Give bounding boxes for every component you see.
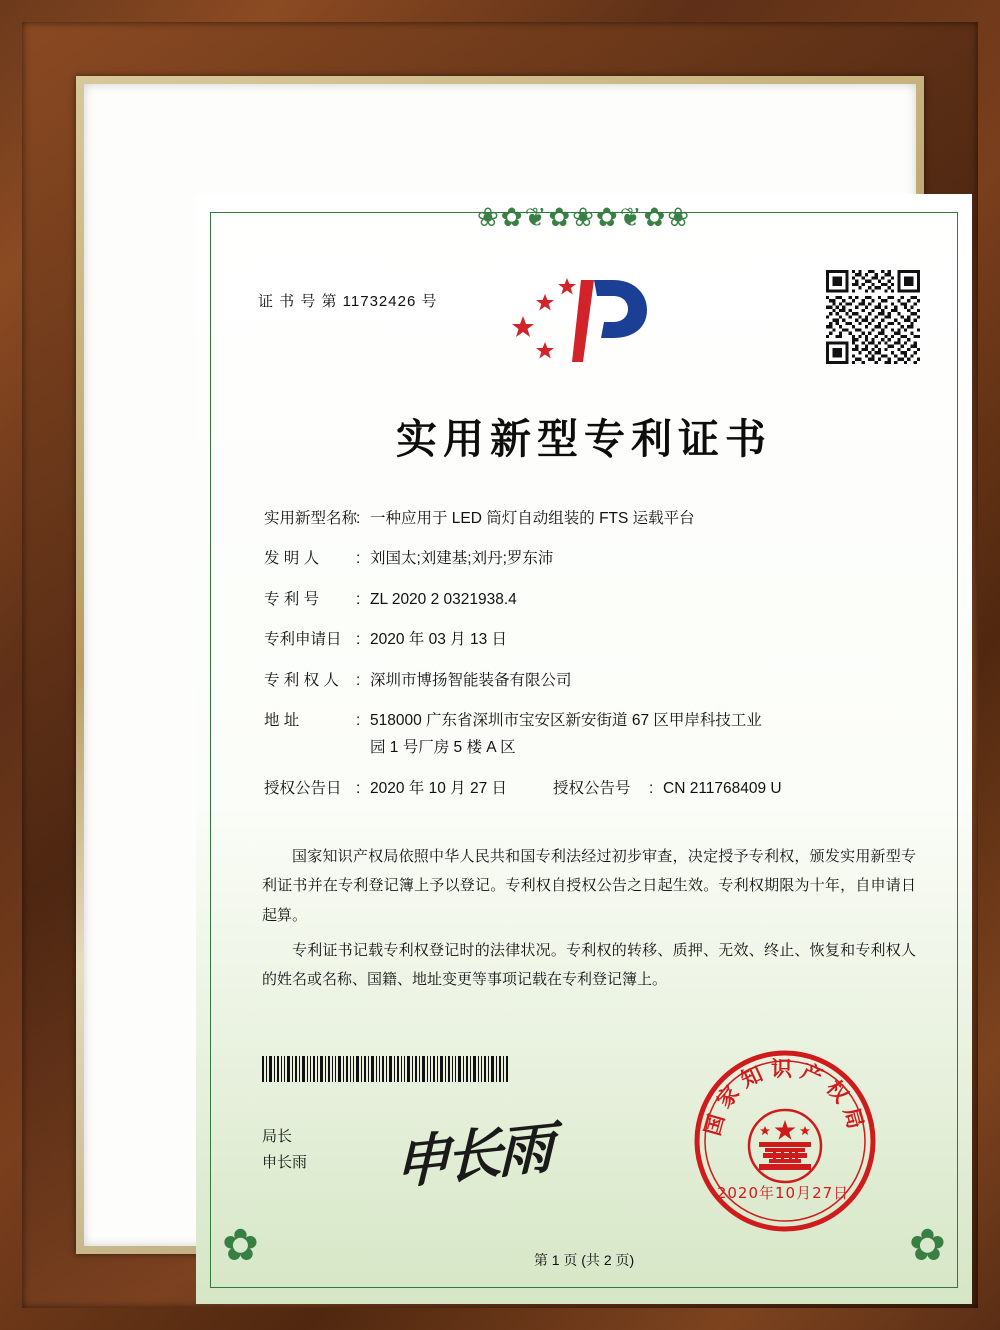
field-list xyxy=(264,509,914,819)
field-label: 地 址 xyxy=(264,711,300,729)
field-value xyxy=(370,711,914,758)
field-colon: : xyxy=(356,631,361,649)
field-colon: : xyxy=(356,590,361,608)
address-line-2: 园 1 号厂房 5 楼 A 区 xyxy=(370,739,516,757)
grant-date-value: 2020 年 10 月 27 日 xyxy=(370,779,507,797)
grant-number-group xyxy=(553,779,782,798)
field-label: 专 利 号 xyxy=(264,590,320,608)
field-value: 一种应用于 LED 筒灯自动组装的 FTS 运载平台 xyxy=(370,510,695,527)
field-value: ZL 2020 2 0321938.4 xyxy=(370,590,517,608)
svg-text:国家知识产权局: 国家知识产权局 xyxy=(700,1057,870,1139)
field-colon: : xyxy=(356,711,361,729)
field-colon: : xyxy=(356,671,361,689)
field-label: 专利申请日 xyxy=(264,631,342,649)
field-label: 实用新型名称 xyxy=(264,510,358,527)
field-value: 深圳市博扬智能装备有限公司 xyxy=(370,671,572,689)
grant-number-label: 授权公告号 xyxy=(553,779,631,797)
field-label: 专 利 权 人 xyxy=(264,671,339,689)
director-role-label: 局长 xyxy=(262,1128,293,1145)
field-row-grant-publication xyxy=(264,779,914,798)
page-number: 第 1 页 (共 2 页) xyxy=(533,1252,635,1268)
field-row-patentee xyxy=(264,671,914,690)
seal-date: 2020年10月27日 xyxy=(716,1184,850,1202)
handwritten-signature: 申长雨 xyxy=(394,1114,550,1198)
field-colon: : xyxy=(356,550,361,568)
ornament-bottom-right: ✿ xyxy=(909,1221,946,1270)
signature-block xyxy=(262,1124,307,1177)
grant-date-label: 授权公告日 xyxy=(264,779,342,797)
grant-number-colon: : xyxy=(649,779,654,797)
field-row-inventors xyxy=(264,549,914,568)
cnipa-logo xyxy=(509,272,659,364)
barcode xyxy=(262,1056,510,1082)
field-row-application-date xyxy=(264,630,914,649)
qr-code xyxy=(826,270,920,364)
paragraph-2: 专利证书记载专利权登记时的法律状况。专利权的转移、质押、无效、终止、恢复和专利权人的姓名或名称、国籍、地址变更等事项记载在专利登记簿上。 xyxy=(262,941,916,988)
legal-text xyxy=(262,842,916,1000)
grant-number-value: CN 211768409 U xyxy=(663,779,782,797)
field-row-patent-number xyxy=(264,590,914,609)
field-value: 刘国太;刘建基;刘丹;罗东沛 xyxy=(370,550,554,568)
ornament-bottom-left: ✿ xyxy=(222,1221,259,1270)
page-title: 实用新型专利证书 xyxy=(396,415,772,463)
field-colon: : xyxy=(356,510,361,527)
field-row-utility-model-name xyxy=(264,509,914,528)
frame-mat xyxy=(84,84,946,1270)
ornament-top: ❀✿❦✿❀✿❦✿❀ xyxy=(476,202,692,232)
certificate-sheet xyxy=(196,194,972,1304)
grant-date-colon: : xyxy=(356,779,361,797)
field-value: 2020 年 03 月 13 日 xyxy=(370,631,507,649)
paragraph-1: 国家知识产权局依照中华人民共和国专利法经过初步审查，决定授予专利权，颁发实用新型专利证书并在专利登记簿上予以登记。专利权自授权公告之日起生效。专利权期限为十年，自申请日起算。 xyxy=(262,848,916,924)
address-line-1: 518000 广东省深圳市宝安区新安街道 67 区甲岸科技工业 xyxy=(370,711,762,729)
official-seal xyxy=(690,1046,880,1236)
director-name: 申长雨 xyxy=(262,1154,308,1172)
field-label: 发 明 人 xyxy=(264,550,320,568)
certificate-number: 证 书 号 第 11732426 号 xyxy=(258,293,438,310)
field-row-address xyxy=(264,711,914,758)
